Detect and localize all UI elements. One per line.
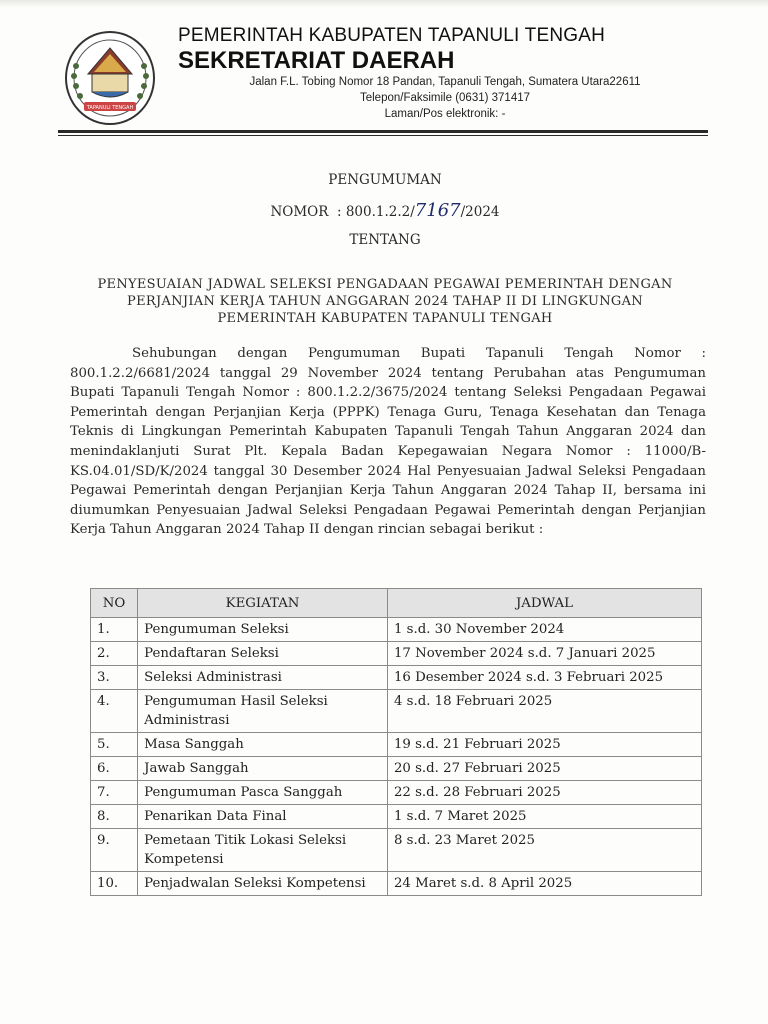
svg-text:TAPANULI TENGAH: TAPANULI TENGAH [86, 105, 134, 111]
row-number: 7. [91, 781, 138, 805]
table-row [91, 781, 702, 805]
table-row [91, 666, 702, 690]
title-line-2: PERJANJIAN KERJA TAHUN ANGGARAN 2024 TAHAP II DI LINGKUNGAN [127, 294, 643, 309]
row-activity: Pendaftaran Seleksi [138, 642, 388, 666]
tentang-label: TENTANG [349, 232, 421, 248]
letterhead-office-name: SEKRETARIAT DAERAH [178, 47, 455, 74]
table-row [91, 757, 702, 781]
number-suffix: /2024 [460, 204, 500, 220]
announcement-number [60, 200, 710, 221]
table-row [91, 618, 702, 642]
letterhead-web: Laman/Pos elektronik: - [384, 108, 506, 120]
announcement-heading: PENGUMUMAN [328, 172, 442, 188]
row-schedule: 16 Desember 2024 s.d. 3 Februari 2025 [387, 666, 701, 690]
letterhead-contact [150, 74, 680, 122]
header-jadwal: JADWAL [387, 589, 701, 618]
row-activity: Seleksi Administrasi [138, 666, 388, 690]
letterhead-rule-thick [58, 130, 708, 133]
row-schedule: 1 s.d. 30 November 2024 [387, 618, 701, 642]
row-number: 4. [91, 690, 138, 733]
row-number: 10. [91, 872, 138, 896]
row-schedule: 22 s.d. 28 Februari 2025 [387, 781, 701, 805]
row-schedule: 20 s.d. 27 Februari 2025 [387, 757, 701, 781]
header-kegiatan: KEGIATAN [138, 589, 388, 618]
table-header-row [91, 589, 702, 618]
letterhead-phone: Telepon/Faksimile (0631) 371417 [359, 92, 531, 104]
row-schedule: 1 s.d. 7 Maret 2025 [387, 805, 701, 829]
row-number: 3. [91, 666, 138, 690]
title-line-1: PENYESUAIAN JADWAL SELEKSI PENGADAAN PEGAWAI PEMERINTAH DENGAN [97, 277, 673, 292]
row-number: 1. [91, 618, 138, 642]
row-activity: Pengumuman Pasca Sanggah [138, 781, 388, 805]
table-row [91, 829, 702, 872]
row-schedule: 4 s.d. 18 Februari 2025 [387, 690, 701, 733]
row-activity: Pemetaan Titik Lokasi Seleksi Kompetensi [138, 829, 388, 872]
letterhead-rule-thin [58, 135, 708, 136]
table-row [91, 805, 702, 829]
regency-emblem-logo [62, 26, 158, 126]
row-number: 5. [91, 733, 138, 757]
scan-edge [0, 0, 768, 8]
row-schedule: 17 November 2024 s.d. 7 Januari 2025 [387, 642, 701, 666]
row-activity: Penarikan Data Final [138, 805, 388, 829]
table-row [91, 733, 702, 757]
letterhead-government-name: PEMERINTAH KABUPATEN TAPANULI TENGAH [178, 25, 606, 46]
letterhead-address: Jalan F.L. Tobing Nomor 18 Pandan, Tapanuli Tengah, Sumatera Utara22611 [249, 76, 641, 88]
header-no: NO [91, 589, 138, 618]
row-number: 9. [91, 829, 138, 872]
number-prefix: NOMOR : 800.1.2.2/ [270, 204, 415, 220]
title-line-3: PEMERINTAH KABUPATEN TAPANULI TENGAH [217, 311, 553, 326]
row-schedule: 8 s.d. 23 Maret 2025 [387, 829, 701, 872]
row-activity: Pengumuman Hasil Seleksi Administrasi [138, 690, 388, 733]
row-schedule: 19 s.d. 21 Februari 2025 [387, 733, 701, 757]
number-handwritten: 7167 [414, 200, 461, 221]
schedule-table [90, 588, 702, 896]
row-number: 2. [91, 642, 138, 666]
row-activity: Masa Sanggah [138, 733, 388, 757]
row-activity: Pengumuman Seleksi [138, 618, 388, 642]
row-schedule: 24 Maret s.d. 8 April 2025 [387, 872, 701, 896]
table-row [91, 642, 702, 666]
row-number: 8. [91, 805, 138, 829]
row-activity: Penjadwalan Seleksi Kompetensi [138, 872, 388, 896]
table-row [91, 872, 702, 896]
row-number: 6. [91, 757, 138, 781]
table-row [91, 690, 702, 733]
announcement-title [60, 276, 710, 327]
announcement-paragraph: Sehubungan dengan Pengumuman Bupati Tapanuli Tengah Nomor : 800.1.2.2/6681/2024 tanggal 29 November 2024 tentang Perubahan atas Pengumuman Bupati Tapanuli Tengah Nomor : 800.1.2.2/3675/2024 tentang Seleksi Pengadaan Pegawai Pemerintah dengan Perjanjian Kerja (PPPK) Tenaga Guru, Tenaga Kesehatan dan Tenaga Teknis di Lingkungan Pemerintah Kabupaten Tapanuli Tengah Tahun Anggaran 2024 dan menindaklanjuti Surat Plt. Kepala Badan Kepegawaian Negara Nomor : 11000/B-KS.04.01/SD/K/2024 tanggal 30 Desember 2024 Hal Penyesuaian Jadwal Seleksi Pengadaan Pegawai Pemerintah dengan Perjanjian Kerja Tahun Anggaran 2024 Tahap II, bersama ini diumumkan Penyesuaian Jadwal Seleksi Pengadaan Pegawai Pemerintah dengan Perjanjian Kerja Tahun Anggaran 2024 Tahap II dengan rincian sebagai berikut : [70, 346, 706, 538]
row-activity: Jawab Sanggah [138, 757, 388, 781]
